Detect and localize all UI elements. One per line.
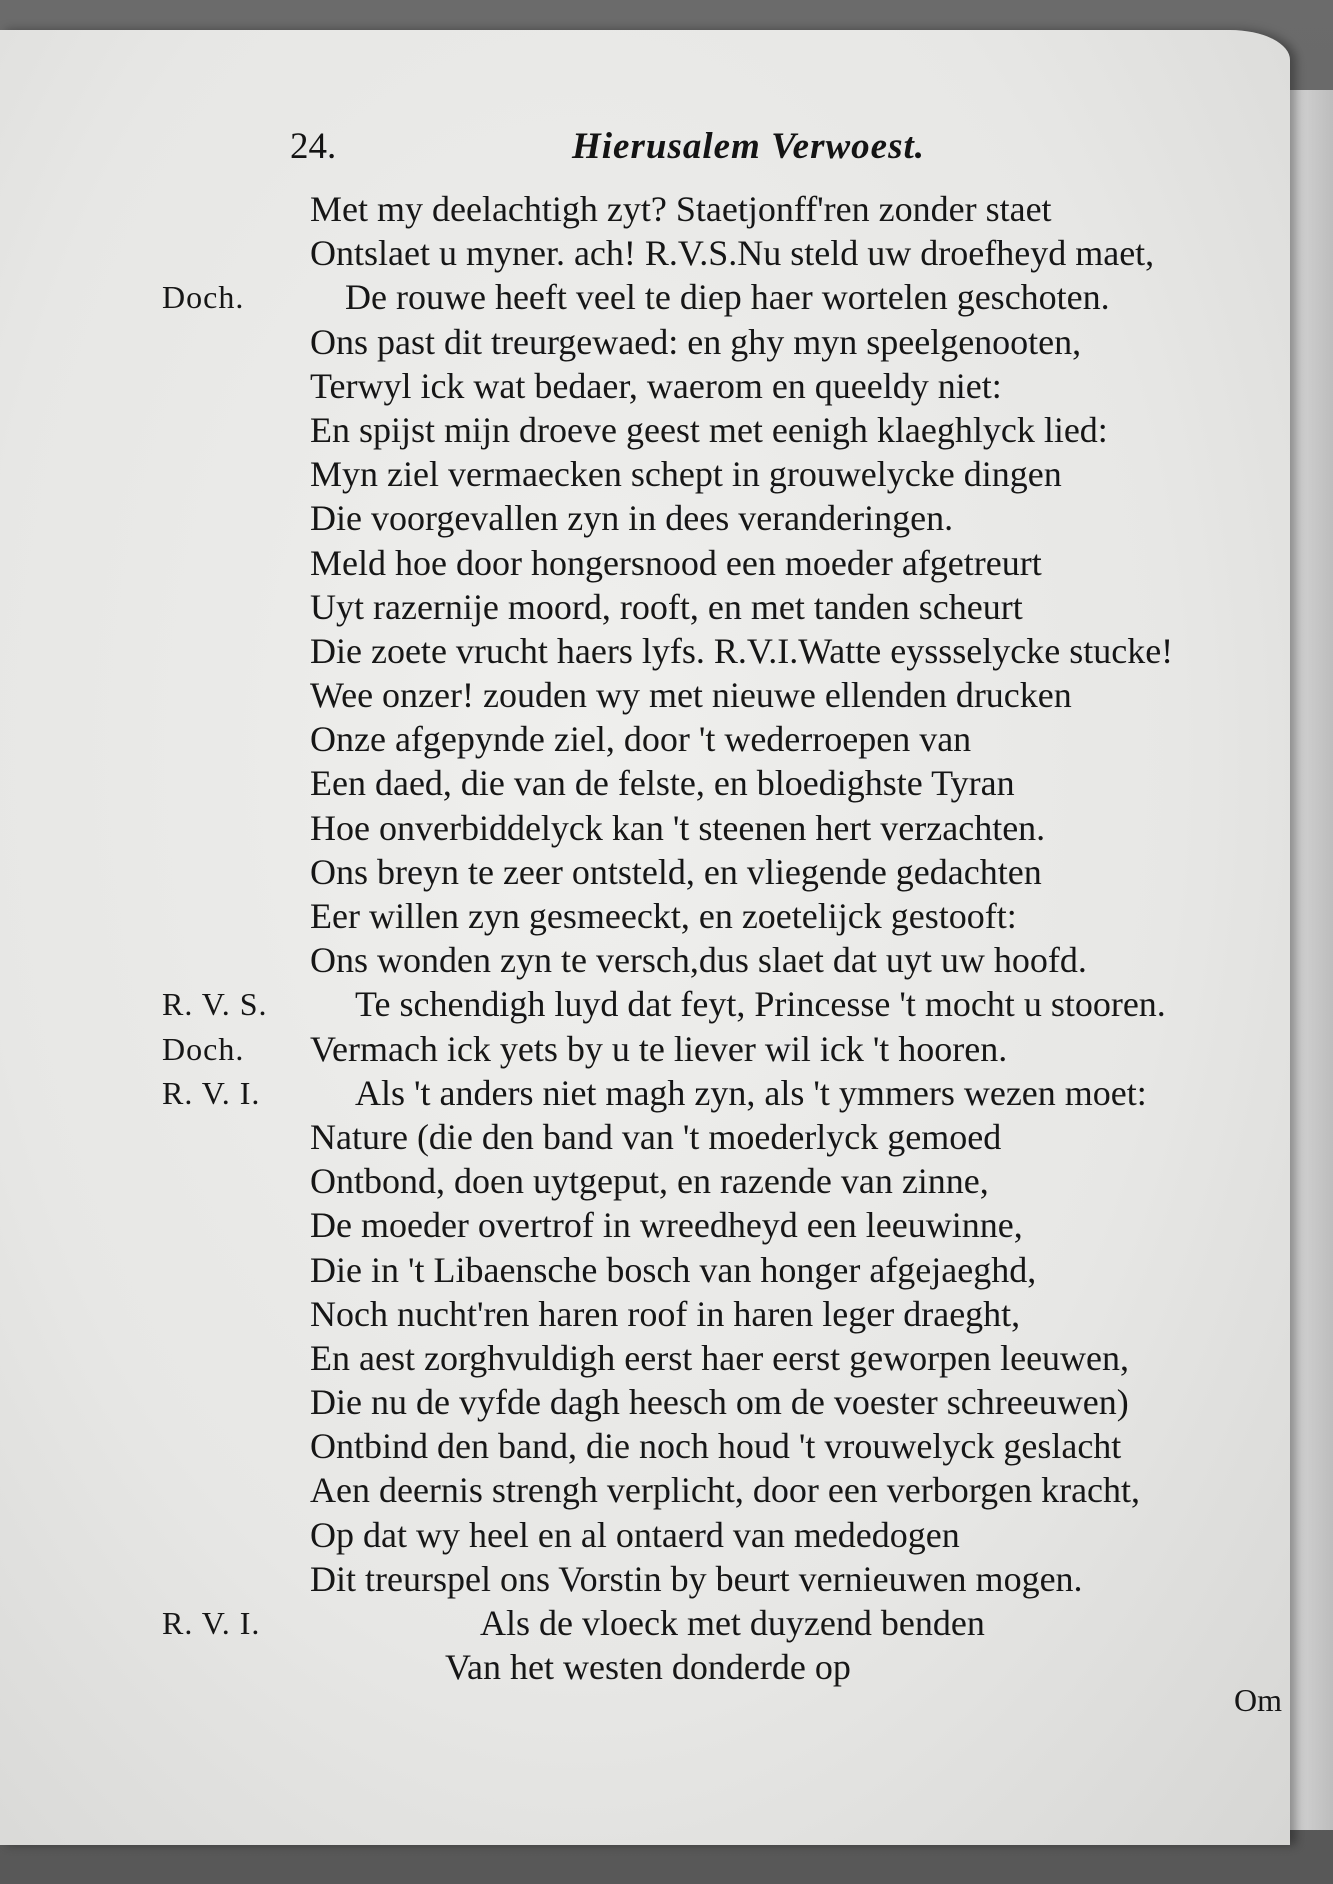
verse-line [0,187,1290,231]
verse-line [0,761,1290,805]
verse-text: Van het westen donderde op [445,1647,851,1688]
verse-line [0,231,1290,275]
verse-text: De moeder overtrof in wreedheyd een leeuwinne, [310,1205,1023,1246]
verse-text: Hoe onverbiddelyck kan 't steenen hert verzachten. [310,807,1046,848]
verse-text: Ontbond, doen uytgeput, en razende van zinne, [310,1161,989,1202]
verse-line [0,320,1290,364]
verse-line [0,408,1290,452]
verse-text: Ontbind den band, die noch houd 't vrouwelyck geslacht [310,1426,1122,1467]
verse-line [0,894,1290,938]
verse-line [0,1115,1290,1159]
verse-text: Een daed, die van de felste, en bloedighste Tyran [310,763,1015,804]
verse-text: Te schendigh luyd dat feyt, Princesse 't mocht u stooren. [355,984,1166,1025]
verse-line [0,275,1290,319]
verse-line [0,1292,1290,1336]
verse-line [0,1203,1290,1247]
verse-line [0,1468,1290,1512]
verse-text: Met my deelachtigh zyt? Staetjonff'ren zonder staet [310,189,1052,229]
verse-text: Ons past dit treurgewaed: en ghy myn speelgenooten, [310,321,1082,362]
verse-text: Nature (die den band van 't moederlyck gemoed [310,1116,1002,1157]
verse-line [0,850,1290,894]
verse-line [0,1380,1290,1424]
verse-text: Dit treurspel ons Vorstin by beurt vernieuwen mogen. [310,1558,1083,1599]
verse-text: Die voorgevallen zyn in dees veranderingen. [310,498,954,539]
verse-text: Noch nucht'ren haren roof in haren leger draeght, [310,1293,1021,1334]
verse-text: Ons breyn te zeer ontsteld, en vliegende gedachten [310,851,1042,892]
speaker-label: Doch. [162,1030,245,1067]
verse-line [0,585,1290,629]
verse-line [0,629,1290,673]
verse-block [0,187,1290,1689]
verse-text: Vermach ick yets by u te liever wil ick 't hooren. [310,1028,1008,1069]
verse-text: Eer willen zyn gesmeeckt, en zoetelijck gestooft: [310,896,1017,936]
verse-text: Aen deernis strengh verplicht, door een verborgen kracht, [310,1470,1141,1511]
verse-text: Onze afgepynde ziel, door 't wederroepen van [310,719,972,760]
verse-text: Ontslaet u myner. ach! R.V.S.Nu steld uw droefheyd maet, [310,233,1155,274]
verse-line [0,806,1290,850]
verse-text: Op dat wy heel en al ontaerd van mededogen [310,1514,960,1555]
verse-line [0,452,1290,496]
speaker-label: R. V. I. [162,1074,261,1111]
verse-text: Die nu de vyfde dagh heesch om de voester schreeuwen) [310,1382,1129,1423]
verse-text: Myn ziel vermaecken schept in grouwelycke dingen [310,454,1062,495]
verse-text: Die in 't Libaensche bosch van honger afgejaeghd, [310,1249,1037,1290]
verse-text: Uyt razernije moord, rooft, en met tanden scheurt [310,586,1023,627]
speaker-label: Doch. [162,279,245,316]
verse-text: Meld hoe door hongersnood een moeder afgetreurt [310,542,1042,583]
verse-line [0,541,1290,585]
verse-line [0,1513,1290,1557]
verse-line [0,717,1290,761]
verse-text: Ons wonden zyn te versch,dus slaet dat uyt uw hoofd. [310,940,1087,981]
verse-line [0,364,1290,408]
page-header [0,125,1290,175]
verse-line [0,1248,1290,1292]
verse-line [0,982,1290,1026]
verse-text: De rouwe heeft veel te diep haer wortelen geschoten. [345,277,1110,318]
verse-line [0,938,1290,982]
verse-line [0,496,1290,540]
page-number: 24. [290,126,337,167]
verse-line [0,1071,1290,1115]
speaker-label: R. V. I. [162,1605,261,1641]
verse-line [0,1645,1290,1689]
speaker-label: R. V. S. [162,986,268,1023]
verse-text: En aest zorghvuldigh eerst haer eerst geworpen leeuwen, [310,1337,1130,1378]
verse-text: Als 't anders niet magh zyn, als 't ymmers wezen moet: [355,1072,1147,1113]
verse-line [0,1027,1290,1071]
verse-line [0,673,1290,717]
verse-text: Wee onzer! zouden wy met nieuwe ellenden drucken [310,675,1072,716]
running-title: Hierusalem Verwoest. [572,126,926,167]
verse-text: Terwyl ick wat bedaer, waerom en queeldy niet: [310,365,1002,406]
verse-line [0,1557,1290,1601]
verse-line [0,1336,1290,1380]
verse-line [0,1601,1290,1645]
verse-line [0,1159,1290,1203]
verse-text: En spijst mijn droeve geest met eenigh klaeghlyck lied: [310,409,1108,450]
verse-line [0,1424,1290,1468]
verse-text: Die zoete vrucht haers lyfs. R.V.I.Watte eyssselycke stucke! [310,630,1174,671]
catchword: Om [1234,1682,1282,1718]
book-page [0,30,1290,1845]
verse-text: Als de vloeck met duyzend benden [480,1603,985,1643]
